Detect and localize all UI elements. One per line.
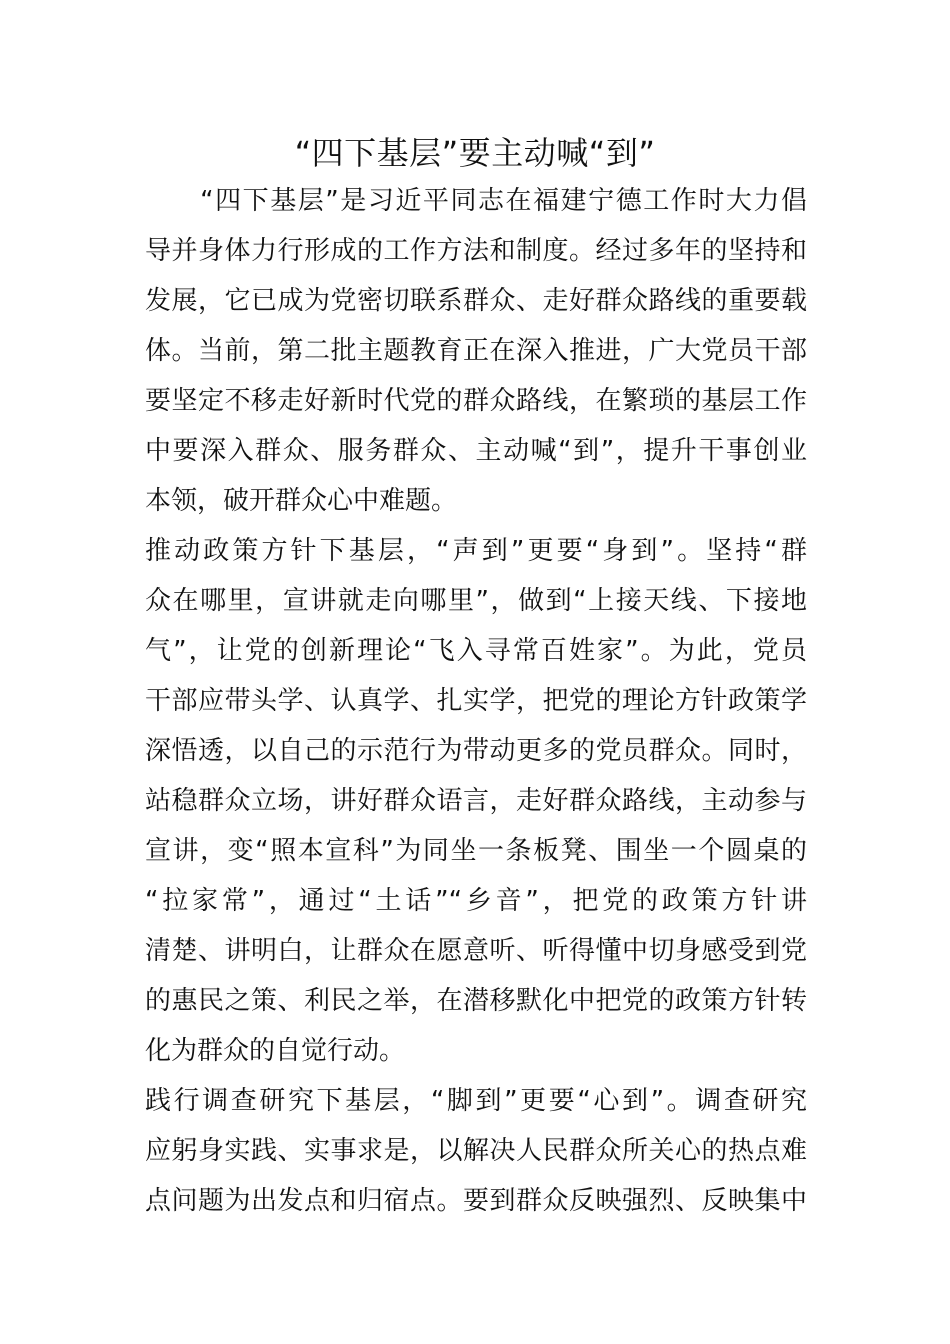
text-line: 应躬身实践、实事求是，以解决人民群众所关心的热点难 [145,1136,807,1166]
text-line: 要坚定不移走好新时代党的群众路线，在繁琐的基层工作 [145,386,807,416]
text-line: 点问题为出发点和归宿点。要到群众反映强烈、反映集中 [145,1186,807,1216]
text-line: 的惠民之策、利民之举，在潜移默化中把党的政策方针转 [145,986,807,1016]
text-line: 践行调查研究下基层，“脚到”更要“心到”。调查研究 [145,1086,807,1116]
text-line: 宣讲，变“照本宣科”为同坐一条板凳、围坐一个圆桌的 [145,836,807,866]
text-line: 导并身体力行形成的工作方法和制度。经过多年的坚持和 [145,236,807,266]
text-line: 本领，破开群众心中难题。 [145,486,458,516]
text-line: 干部应带头学、认真学、扎实学，把党的理论方针政策学 [145,686,807,716]
paragraph-3 [145,1076,807,1226]
paragraph-1 [145,176,807,526]
paragraph-2 [145,526,807,1076]
text-line: 中要深入群众、服务群众、主动喊“到”，提升干事创业 [145,436,807,466]
text-line: 气”，让党的创新理论“飞入寻常百姓家”。为此，党员 [145,636,807,666]
text-line: 清楚、讲明白，让群众在愿意听、听得懂中切身感受到党 [145,936,807,966]
text-line: “四下基层”是习近平同志在福建宁德工作时大力倡 [145,186,807,216]
text-line: 深悟透，以自己的示范行为带动更多的党员群众。同时， [145,736,807,766]
text-line: 推动政策方针下基层，“声到”更要“身到”。坚持“群 [145,536,807,566]
text-line: 发展，它已成为党密切联系群众、走好群众路线的重要载 [145,286,807,316]
text-line: “拉家常”，通过“土话”“乡音”，把党的政策方针讲 [145,886,807,916]
text-line: 体。当前，第二批主题教育正在深入推进，广大党员干部 [145,336,807,366]
text-line: 众在哪里，宣讲就走向哪里”，做到“上接天线、下接地 [145,586,807,616]
text-line: 站稳群众立场，讲好群众语言，走好群众路线，主动参与 [145,786,807,816]
document-title: “四下基层”要主动喊“到” [294,134,656,172]
text-line: 化为群众的自觉行动。 [145,1036,406,1066]
document-body [145,176,807,1226]
